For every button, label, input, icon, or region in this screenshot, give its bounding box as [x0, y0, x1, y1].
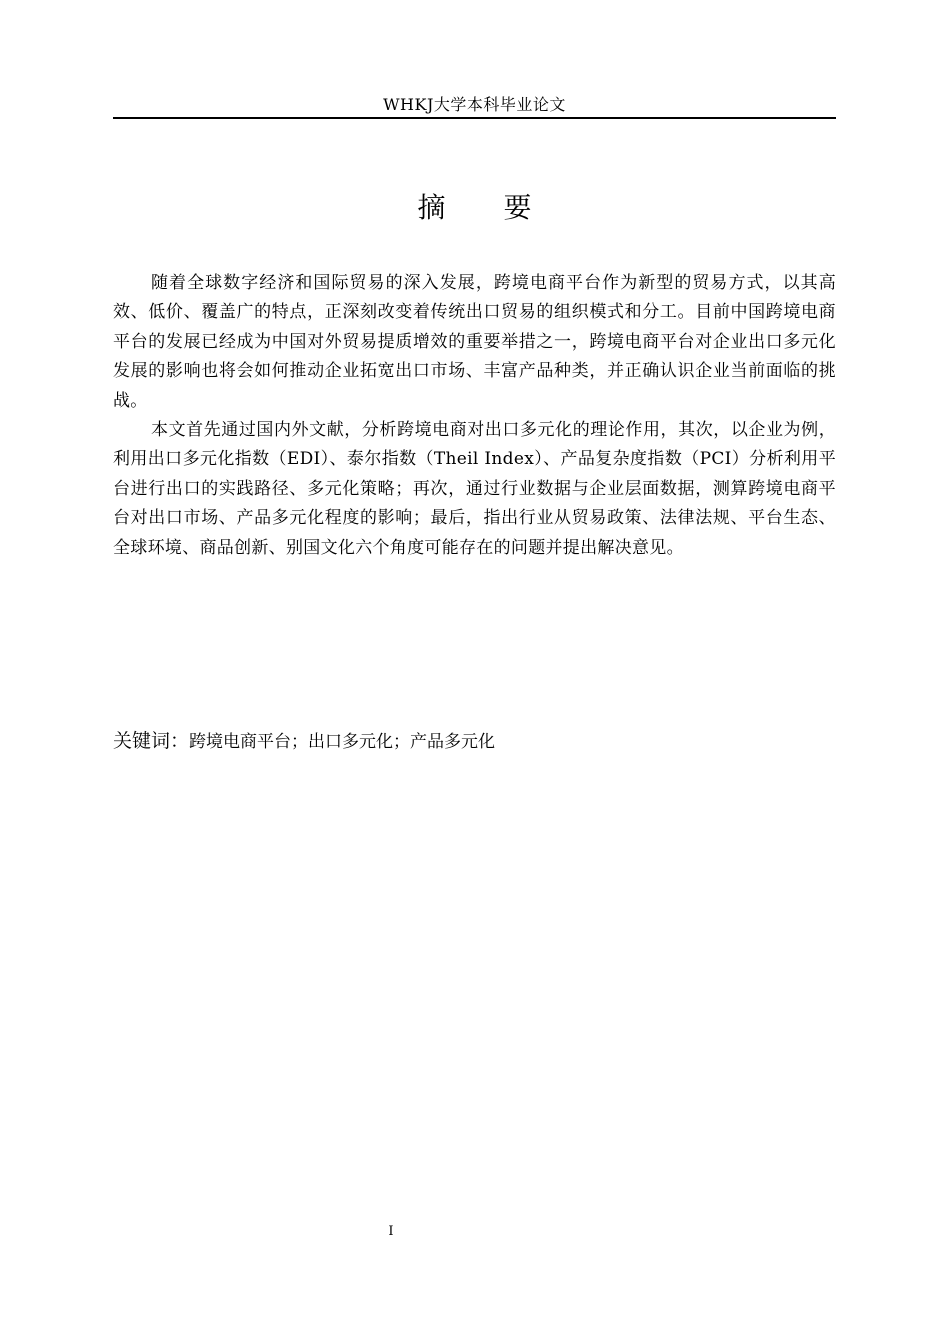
abstract-body — [113, 269, 836, 563]
header-rule — [113, 117, 836, 119]
page-number: I — [388, 1224, 394, 1239]
keywords-line — [113, 727, 836, 756]
keywords-label: 关键词： — [113, 730, 190, 752]
abstract-title — [113, 188, 836, 228]
keywords-value: 跨境电商平台；出口多元化；产品多元化 — [189, 732, 496, 752]
title-char-2: 要 — [503, 191, 532, 224]
abstract-paragraph-1: 随着全球数字经济和国际贸易的深入发展，跨境电商平台作为新型的贸易方式，以其高效、低价、覆盖广的特点，正深刻改变着传统出口贸易的组织模式和分工。目前中国跨境电商平台的发展已经成为中国对外贸易提质增效的重要举措之一，跨境电商平台对企业出口多元化发展的影响也将会如何推动企业拓宽出口市场、丰富产品种类，并正确认识企业当前面临的挑战。 — [113, 273, 836, 411]
abstract-paragraph-2: 本文首先通过国内外文献，分析跨境电商对出口多元化的理论作用，其次，以企业为例，利用出口多元化指数（EDI）、泰尔指数（Theil Index）、产品复杂度指数（PCI）分析利用平台进行出口的实践路径、多元化策略；再次，通过行业数据与企业层面数据，测算跨境电商平台对出口市场、产品多元化程度的影响；最后，指出行业从贸易政策、法律法规、平台生态、全球环境、商品创新、别国文化六个角度可能存在的问题并提出解决意见。 — [113, 420, 836, 558]
page-header: WHKJ大学本科毕业论文 — [383, 95, 566, 114]
title-char-1: 摘 — [417, 191, 446, 224]
